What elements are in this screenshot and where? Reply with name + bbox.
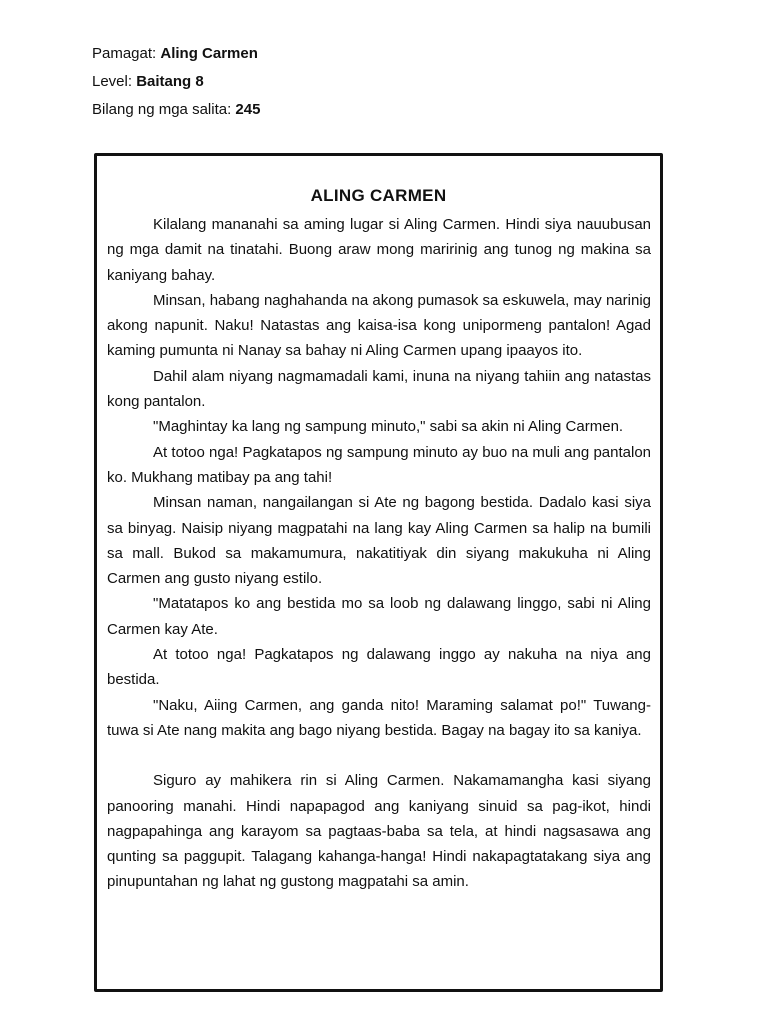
story-paragraph: "Naku, Aiing Carmen, ang ganda nito! Maraming salamat po!" Tuwang-tuwa si Ate nang makita ang bago niyang bestida. Bagay na bagay ito sa kaniya.: [107, 696, 651, 739]
story-paragraph: At totoo nga! Pagkatapos ng dalawang inggo ay nakuha na niya ang bestida.: [107, 646, 651, 689]
story-paragraph: "Matatapos ko ang bestida mo sa loob ng dalawang linggo, sabi ni Aling Carmen kay Ate.: [107, 595, 651, 638]
story-paragraph: Dahil alam niyang nagmamadali kami, inuna na niyang tahiin ang natastas kong pantalon.: [107, 367, 651, 411]
title-metadata-line: [92, 40, 260, 68]
story-paragraph: Minsan naman, nangailangan si Ate ng bagong bestida. Dadalo kasi siya sa binyag. Naisip niyang magpatahi na lang kay Aling Carmen sa halip na bumili sa mall. Bukod sa makamumura, nakatitiyak din siyang makukuha ni Aling Carmen ang gusto niyang estilo.: [107, 494, 651, 588]
story-paragraph: Kilalang mananahi sa aming lugar si Aling Carmen. Hindi siya nauubusan ng mga damit na tinatahi. Buong araw mong maririnig ang tunog ng makina sa kaniyang bahay.: [107, 216, 651, 284]
story-box: [94, 153, 663, 992]
level-metadata-line: [92, 68, 260, 96]
story-paragraph: "Maghintay ka lang ng sampung minuto," sabi sa akin ni Aling Carmen.: [153, 418, 624, 436]
title-label: Pamagat:: [92, 45, 161, 62]
story-paragraph: At totoo nga! Pagkatapos ng sampung minuto ay buo na muli ang pantalon ko. Mukhang matibay pa ang tahi!: [107, 443, 651, 486]
story-paragraph: Minsan, habang naghahanda na akong pumasok sa eskuwela, may narinig akong napunit. Naku! Natastas ang kaisa-isa kong unipormeng pantalon! Agad kaming pumunta ni Nanay sa bahay ni Aling Carmen upang ipaayos ito.: [107, 291, 651, 360]
story-paragraph: Siguro ay mahikera rin si Aling Carmen. Nakamamangha kasi siyang panooring manahi. Hindi napapagod ang kaniyang sinuid sa pag-ikot, hindi nagpapahinga ang karayom sa pagtaas-baba sa tela, at hindi nagsasawa ang qunting sa paggupit. Talagang kahanga-hanga! Hindi nakapagtatakang siya ang pinupuntahan ng lahat ng gustong magpatahi sa amin.: [107, 772, 651, 891]
document-metadata: [92, 40, 260, 124]
word-count-label: Bilang ng mga salita:: [92, 101, 236, 118]
story-heading: ALING CARMEN: [310, 186, 447, 205]
word-count-metadata-line: [92, 96, 260, 124]
level-value: Baitang 8: [136, 73, 204, 90]
word-count-value: 245: [235, 101, 261, 118]
title-value: Aling Carmen: [160, 45, 258, 62]
level-label: Level:: [92, 73, 137, 90]
story-body: [107, 212, 651, 895]
